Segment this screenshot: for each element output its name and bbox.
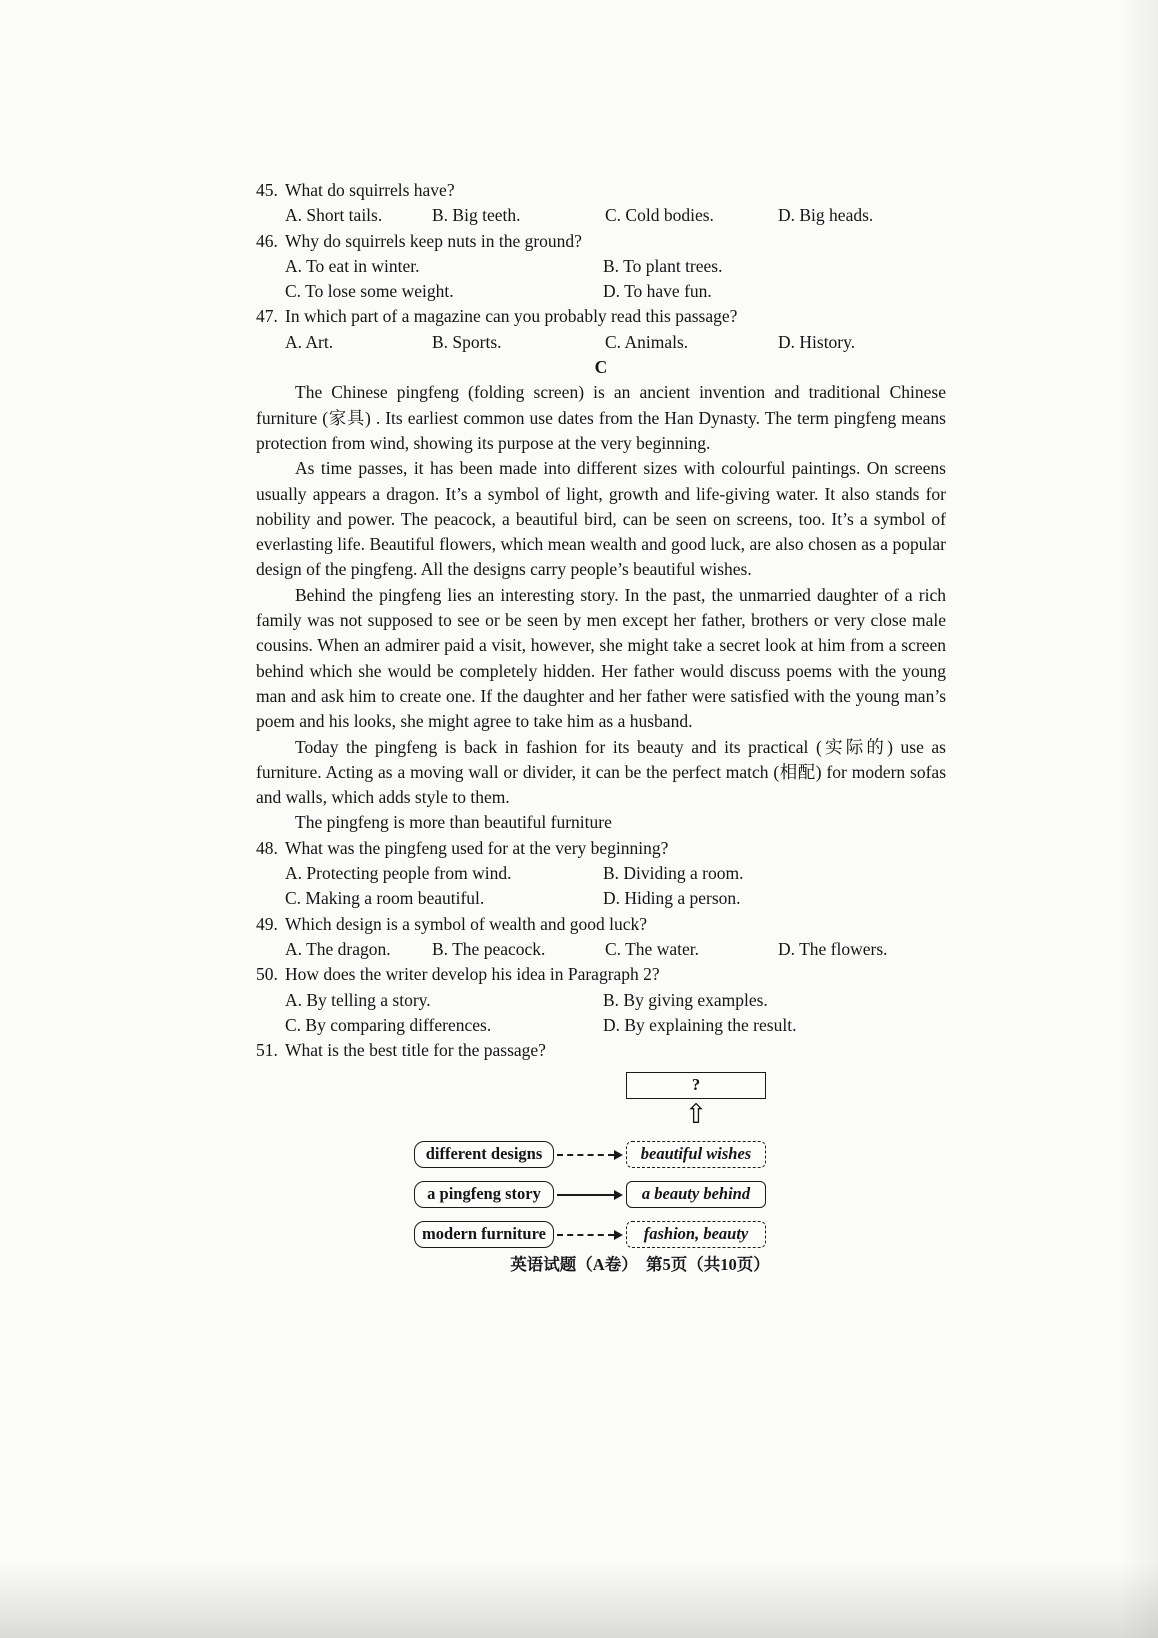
question-number: 45. (256, 180, 278, 200)
passage-paragraph-3: Behind the pingfeng lies an interesting story. In the past, the unmarried daughter of a rich family was not supposed to see or be seen by men except her father, brothers or very close male cousins. When an admirer paid a visit, however, she might take a secret look at him from a screen behind which she would be completely hidden. Her father would discuss poems with the young man and ask him to create one. If the daughter and her father were satisfied with the young man’s poem and his looks, she might agree to take him as a husband. (256, 584, 946, 732)
option-c: C. To lose some weight. (285, 281, 454, 302)
diagram-arrow-row (414, 1099, 766, 1131)
diagram-left-box: a pingfeng story (414, 1181, 554, 1208)
option-c: C. The water. (605, 938, 699, 959)
arrow-head (614, 1190, 623, 1200)
question-51 (256, 1038, 946, 1063)
solid-arrow-icon (554, 1190, 626, 1200)
diagram-answer-box: ? (626, 1072, 766, 1099)
up-arrow-icon: ⇧ (684, 1099, 708, 1131)
question-number: 46. (256, 230, 278, 251)
option-d: D. Hiding a person. (603, 888, 741, 909)
diagram-row-2 (414, 1181, 766, 1208)
option-c: C. By comparing differences. (285, 1014, 492, 1035)
question-45-options (256, 203, 946, 228)
option-a: A. Art. (285, 331, 334, 352)
option-a: A. By telling a story. (285, 989, 431, 1010)
arrow-head (614, 1230, 623, 1240)
diagram-left-box: modern furniture (414, 1221, 554, 1248)
diagram-row-3 (414, 1221, 766, 1248)
question-number: 49. (256, 913, 278, 934)
option-a: A. Protecting people from wind. (285, 863, 512, 884)
option-a: A. To eat in winter. (285, 255, 420, 276)
diagram-right-box: fashion, beauty (626, 1221, 766, 1248)
diagram-spacer (414, 1072, 626, 1099)
question-49 (256, 912, 946, 937)
diagram-spacer (414, 1099, 626, 1128)
question-text: Which design is a symbol of wealth and good luck? (285, 913, 648, 934)
option-b: B. Sports. (432, 331, 502, 352)
option-b: B. Big teeth. (432, 205, 521, 226)
question-48-options-row1 (256, 861, 946, 886)
question-text: What was the pingfeng used for at the very beginning? (285, 837, 669, 858)
option-a: A. Short tails. (285, 205, 383, 226)
arrow-head (614, 1150, 623, 1160)
question-50 (256, 962, 946, 987)
passage-paragraph-2: As time passes, it has been made into different sizes with colourful paintings. On screens usually appears a dragon. It’s a symbol of light, growth and life-giving water. It also stands for nobility and power. The peacock, a beautiful bird, can be seen on screens, too. It’s a symbol of everlasting life. Beautiful flowers, which mean wealth and good luck, are also chosen as a popular design of the pingfeng. All the designs carry people’s beautiful wishes. (256, 458, 946, 580)
diagram-right-box: beautiful wishes (626, 1141, 766, 1168)
question-text: How does the writer develop his idea in Paragraph 2? (285, 964, 660, 985)
question-46-options-row2 (256, 279, 946, 304)
option-c: C. Making a room beautiful. (285, 888, 485, 909)
option-d: D. Big heads. (778, 205, 874, 226)
arrow-line (557, 1154, 614, 1156)
option-b: B. By giving examples. (603, 989, 768, 1010)
option-b: B. The peacock. (432, 938, 546, 959)
option-c: C. Animals. (605, 331, 689, 352)
arrow-line (557, 1234, 614, 1236)
question-48 (256, 836, 946, 861)
option-b: B. To plant trees. (603, 255, 723, 276)
question-47 (256, 304, 946, 329)
question-number: 50. (256, 964, 278, 985)
question-number: 51. (256, 1040, 278, 1061)
question-50-options-row1 (256, 988, 946, 1013)
option-d: D. By explaining the result. (603, 1014, 797, 1035)
question-text: What is the best title for the passage? (285, 1040, 546, 1061)
question-text: Why do squirrels keep nuts in the ground? (285, 230, 582, 251)
option-d: D. To have fun. (603, 281, 712, 302)
passage-paragraph-4: Today the pingfeng is back in fashion for its beauty and its practical (实际的) use as furniture. Acting as a moving wall or divider, it can be the perfect match (相配) for modern sofas and walls, which adds style to them. (256, 736, 946, 808)
passage-paragraph-1: The Chinese pingfeng (folding screen) is an ancient invention and traditional Chinese furniture (家具) . Its earliest common use dates from the Han Dynasty. The term pingfeng means protection from wind, showing its purpose at the very beginning. (256, 382, 946, 453)
arrow-line (557, 1194, 614, 1196)
question-number: 48. (256, 837, 278, 858)
diagram-left-box: different designs (414, 1141, 554, 1168)
diagram-top-row (414, 1072, 766, 1099)
option-a: A. The dragon. (285, 938, 391, 959)
question-46 (256, 229, 946, 254)
option-d: D. The flowers. (778, 938, 888, 959)
diagram-right-box: a beauty behind (626, 1181, 766, 1208)
question-text: In which part of a magazine can you probably read this passage? (285, 306, 738, 327)
question-text: What do squirrels have? (285, 180, 455, 200)
option-d: D. History. (778, 331, 856, 352)
dashed-arrow-icon (554, 1230, 626, 1240)
question-49-options (256, 937, 946, 962)
question-47-options (256, 330, 946, 355)
passage-closing-line: The pingfeng is more than beautiful furniture (295, 812, 612, 833)
question-46-options-row1 (256, 254, 946, 279)
question-50-options-row2 (256, 1013, 946, 1038)
page-content (256, 178, 946, 1248)
question-number: 47. (256, 306, 278, 327)
page-footer: 英语试题（A卷） 第5页（共10页） (510, 1255, 770, 1274)
question-45 (256, 178, 946, 203)
option-b: B. Dividing a room. (603, 863, 744, 884)
question-48-options-row2 (256, 886, 946, 911)
diagram-row-1 (414, 1141, 766, 1168)
option-c: C. Cold bodies. (605, 205, 714, 226)
dashed-arrow-icon (554, 1150, 626, 1160)
title-diagram (414, 1072, 766, 1248)
section-label: C (594, 357, 608, 378)
